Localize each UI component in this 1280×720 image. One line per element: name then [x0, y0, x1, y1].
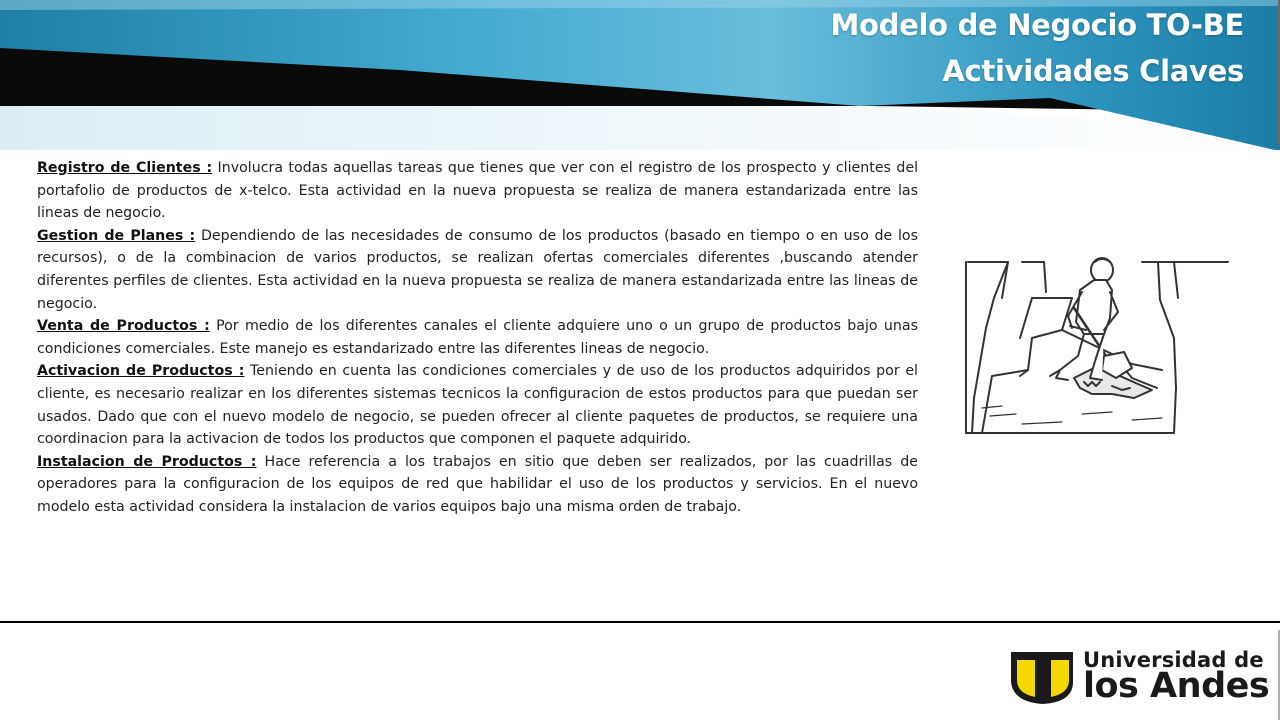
activity-description: Dependiendo de las necesidades de consumo de los productos (basado en tiempo o en uso de los recursos), o de la combinacion de varios productos, se realizan ofertas comerciales diferentes ,buscando atender diferentes perfiles de clientes. Esta actividad en la nueva propuesta se realiza de manera estandarizada entre las lineas de negocio. — [37, 227, 918, 312]
university-logo — [1005, 640, 1270, 708]
activity-gestion-planes — [37, 225, 918, 315]
activity-term: Instalacion de Productos : — [37, 453, 257, 470]
logo-text-line1: Universidad de — [1083, 648, 1264, 672]
title-line-1: Modelo de Negocio TO-BE — [830, 8, 1244, 42]
activity-venta-productos — [37, 315, 918, 360]
activity-term: Gestion de Planes : — [37, 227, 196, 244]
footer-divider — [0, 621, 1280, 623]
slide-title — [831, 2, 1245, 94]
activity-description: Involucra todas aquellas tareas que tienes que ver con el registro de los prospecto y clientes del portafolio de productos de x-telco. Esta actividad en la nueva propuesta se realiza de manera estandarizada entre las lineas de negocio. — [37, 160, 919, 222]
activity-description: Por medio de los diferentes canales el cliente adquiere uno o un grupo de productos bajo unas condiciones comerciales. Este manejo es estandarizado entre las diferentes lineas de negocio. — [37, 318, 918, 357]
logo-text-line2: los Andes — [1083, 666, 1270, 706]
activity-term: Activacion de Productos : — [37, 363, 245, 380]
activity-registro-clientes — [37, 157, 918, 225]
activities-list — [37, 157, 918, 519]
university-shield-icon — [1009, 644, 1077, 706]
activity-description: Teniendo en cuenta las condiciones comerciales y de uso de los productos adquiridos por el cliente, es necesario realizar en los diferentes sistemas tecnicos la configuracion de estos productos para que puedan ser usados. Dado que con el nuevo modelo de negocio, se pueden ofrecer al cliente paquetes de productos, se requiere una coordinacion para la activacion de todos los productos que componen el paquete adquirido. — [37, 363, 918, 448]
activity-term: Registro de Clientes : — [37, 160, 213, 176]
activity-term: Venta de Productos : — [37, 318, 210, 335]
title-line-2: Actividades Claves — [942, 54, 1244, 88]
activity-activacion-productos — [37, 360, 918, 450]
worker-shoveling-icon — [962, 238, 1232, 438]
activity-description: Hace referencia a los trabajos en sitio que deben ser realizados, por las cuadrillas de operadores para la configuracion de los equipos de red que habilidar el uso de los productos y servicios. En el nuevo modelo esta actividad considera la instalacion de varios equipos bajo una misma orden de trabajo. — [37, 453, 918, 515]
activity-instalacion-productos — [37, 451, 918, 519]
